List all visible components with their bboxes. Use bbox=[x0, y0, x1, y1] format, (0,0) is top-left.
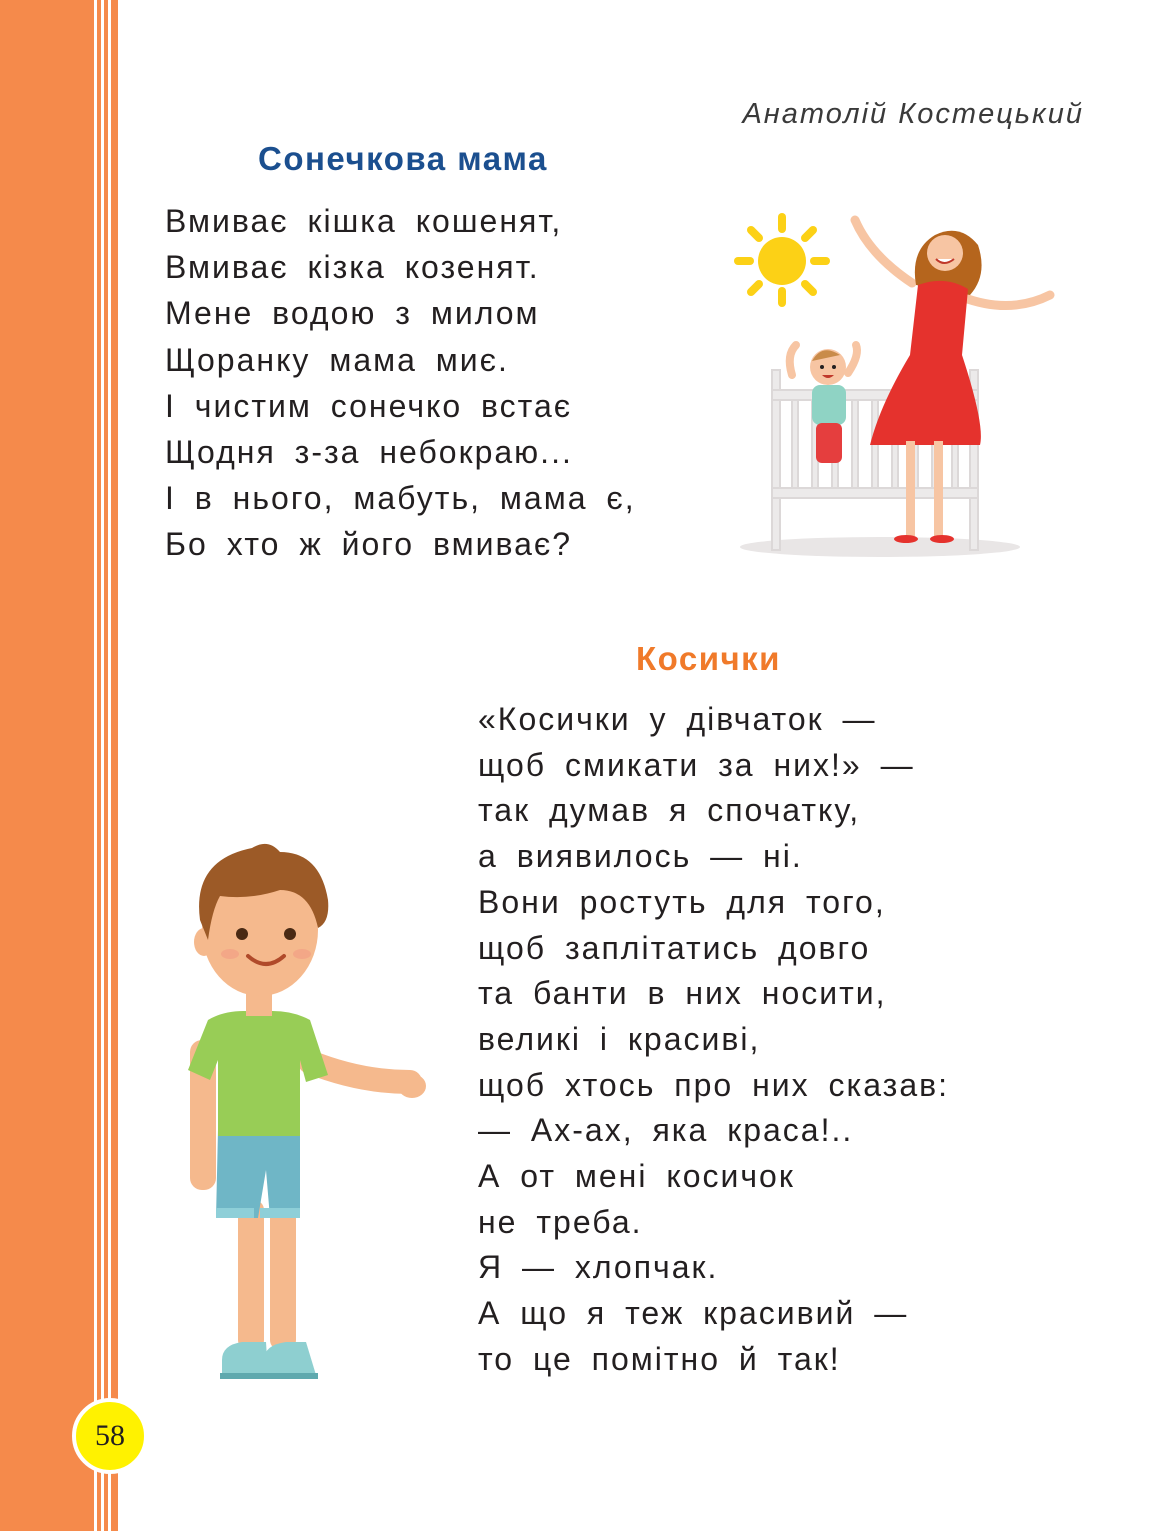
poem-line: Вони ростуть для того, bbox=[478, 883, 886, 920]
margin-stripe bbox=[101, 0, 104, 1531]
poem-line: Я — хлопчак. bbox=[478, 1249, 719, 1286]
poem-line: А що я теж красивий — bbox=[478, 1295, 909, 1332]
poem-line: а виявилось — ні. bbox=[478, 838, 803, 875]
baby bbox=[790, 345, 857, 463]
poem-line: щоб заплітатись довго bbox=[478, 929, 871, 966]
poem-title-sonechkova-mama: Сонечкова мама bbox=[258, 140, 548, 177]
poem-line: Мене водою з милом bbox=[165, 295, 540, 332]
poem-2-stanza bbox=[478, 697, 949, 1383]
poem-line: так думав я спочатку, bbox=[478, 792, 861, 829]
poem-line: І чистим сонечко встає bbox=[165, 387, 573, 424]
poem-line: щоб хтось про них сказав: bbox=[478, 1066, 950, 1103]
poem-line: та банти в них носити, bbox=[478, 975, 887, 1012]
poem-line: то це помітно й так! bbox=[478, 1340, 841, 1377]
author-name: Анатолій Костецький bbox=[742, 98, 1084, 130]
poem-line: щоб смикати за них!» — bbox=[478, 746, 915, 783]
mother-baby-crib-illustration bbox=[730, 205, 1070, 565]
poem-line: І в нього, мабуть, мама є, bbox=[165, 480, 636, 517]
poem-line: А от мені косичок bbox=[478, 1158, 795, 1195]
boy-illustration bbox=[160, 830, 430, 1390]
poem-1-stanza bbox=[165, 198, 636, 568]
poem-line: — Ах-ах, яка краса!.. bbox=[478, 1112, 854, 1149]
poem-line: Вмиває кізка козенят. bbox=[165, 249, 540, 286]
sun-icon bbox=[738, 217, 826, 303]
poem-line: Щодня з-за небокраю... bbox=[165, 434, 573, 471]
page-number: 58 bbox=[72, 1398, 148, 1474]
poem-line: великі і красиві, bbox=[478, 1020, 761, 1057]
poem-line: Вмиває кішка кошенят, bbox=[165, 203, 563, 239]
poem-line: Щоранку мама миє. bbox=[165, 341, 509, 378]
poem-line: «Косички у дівчаток — bbox=[478, 701, 877, 737]
poem-title-kosychky: Косички bbox=[636, 640, 781, 677]
margin-stripe bbox=[108, 0, 111, 1531]
margin-stripe bbox=[94, 0, 97, 1531]
poem-line: Бо хто ж його вмиває? bbox=[165, 526, 573, 563]
poem-line: не треба. bbox=[478, 1203, 643, 1240]
margin-band bbox=[0, 0, 118, 1531]
